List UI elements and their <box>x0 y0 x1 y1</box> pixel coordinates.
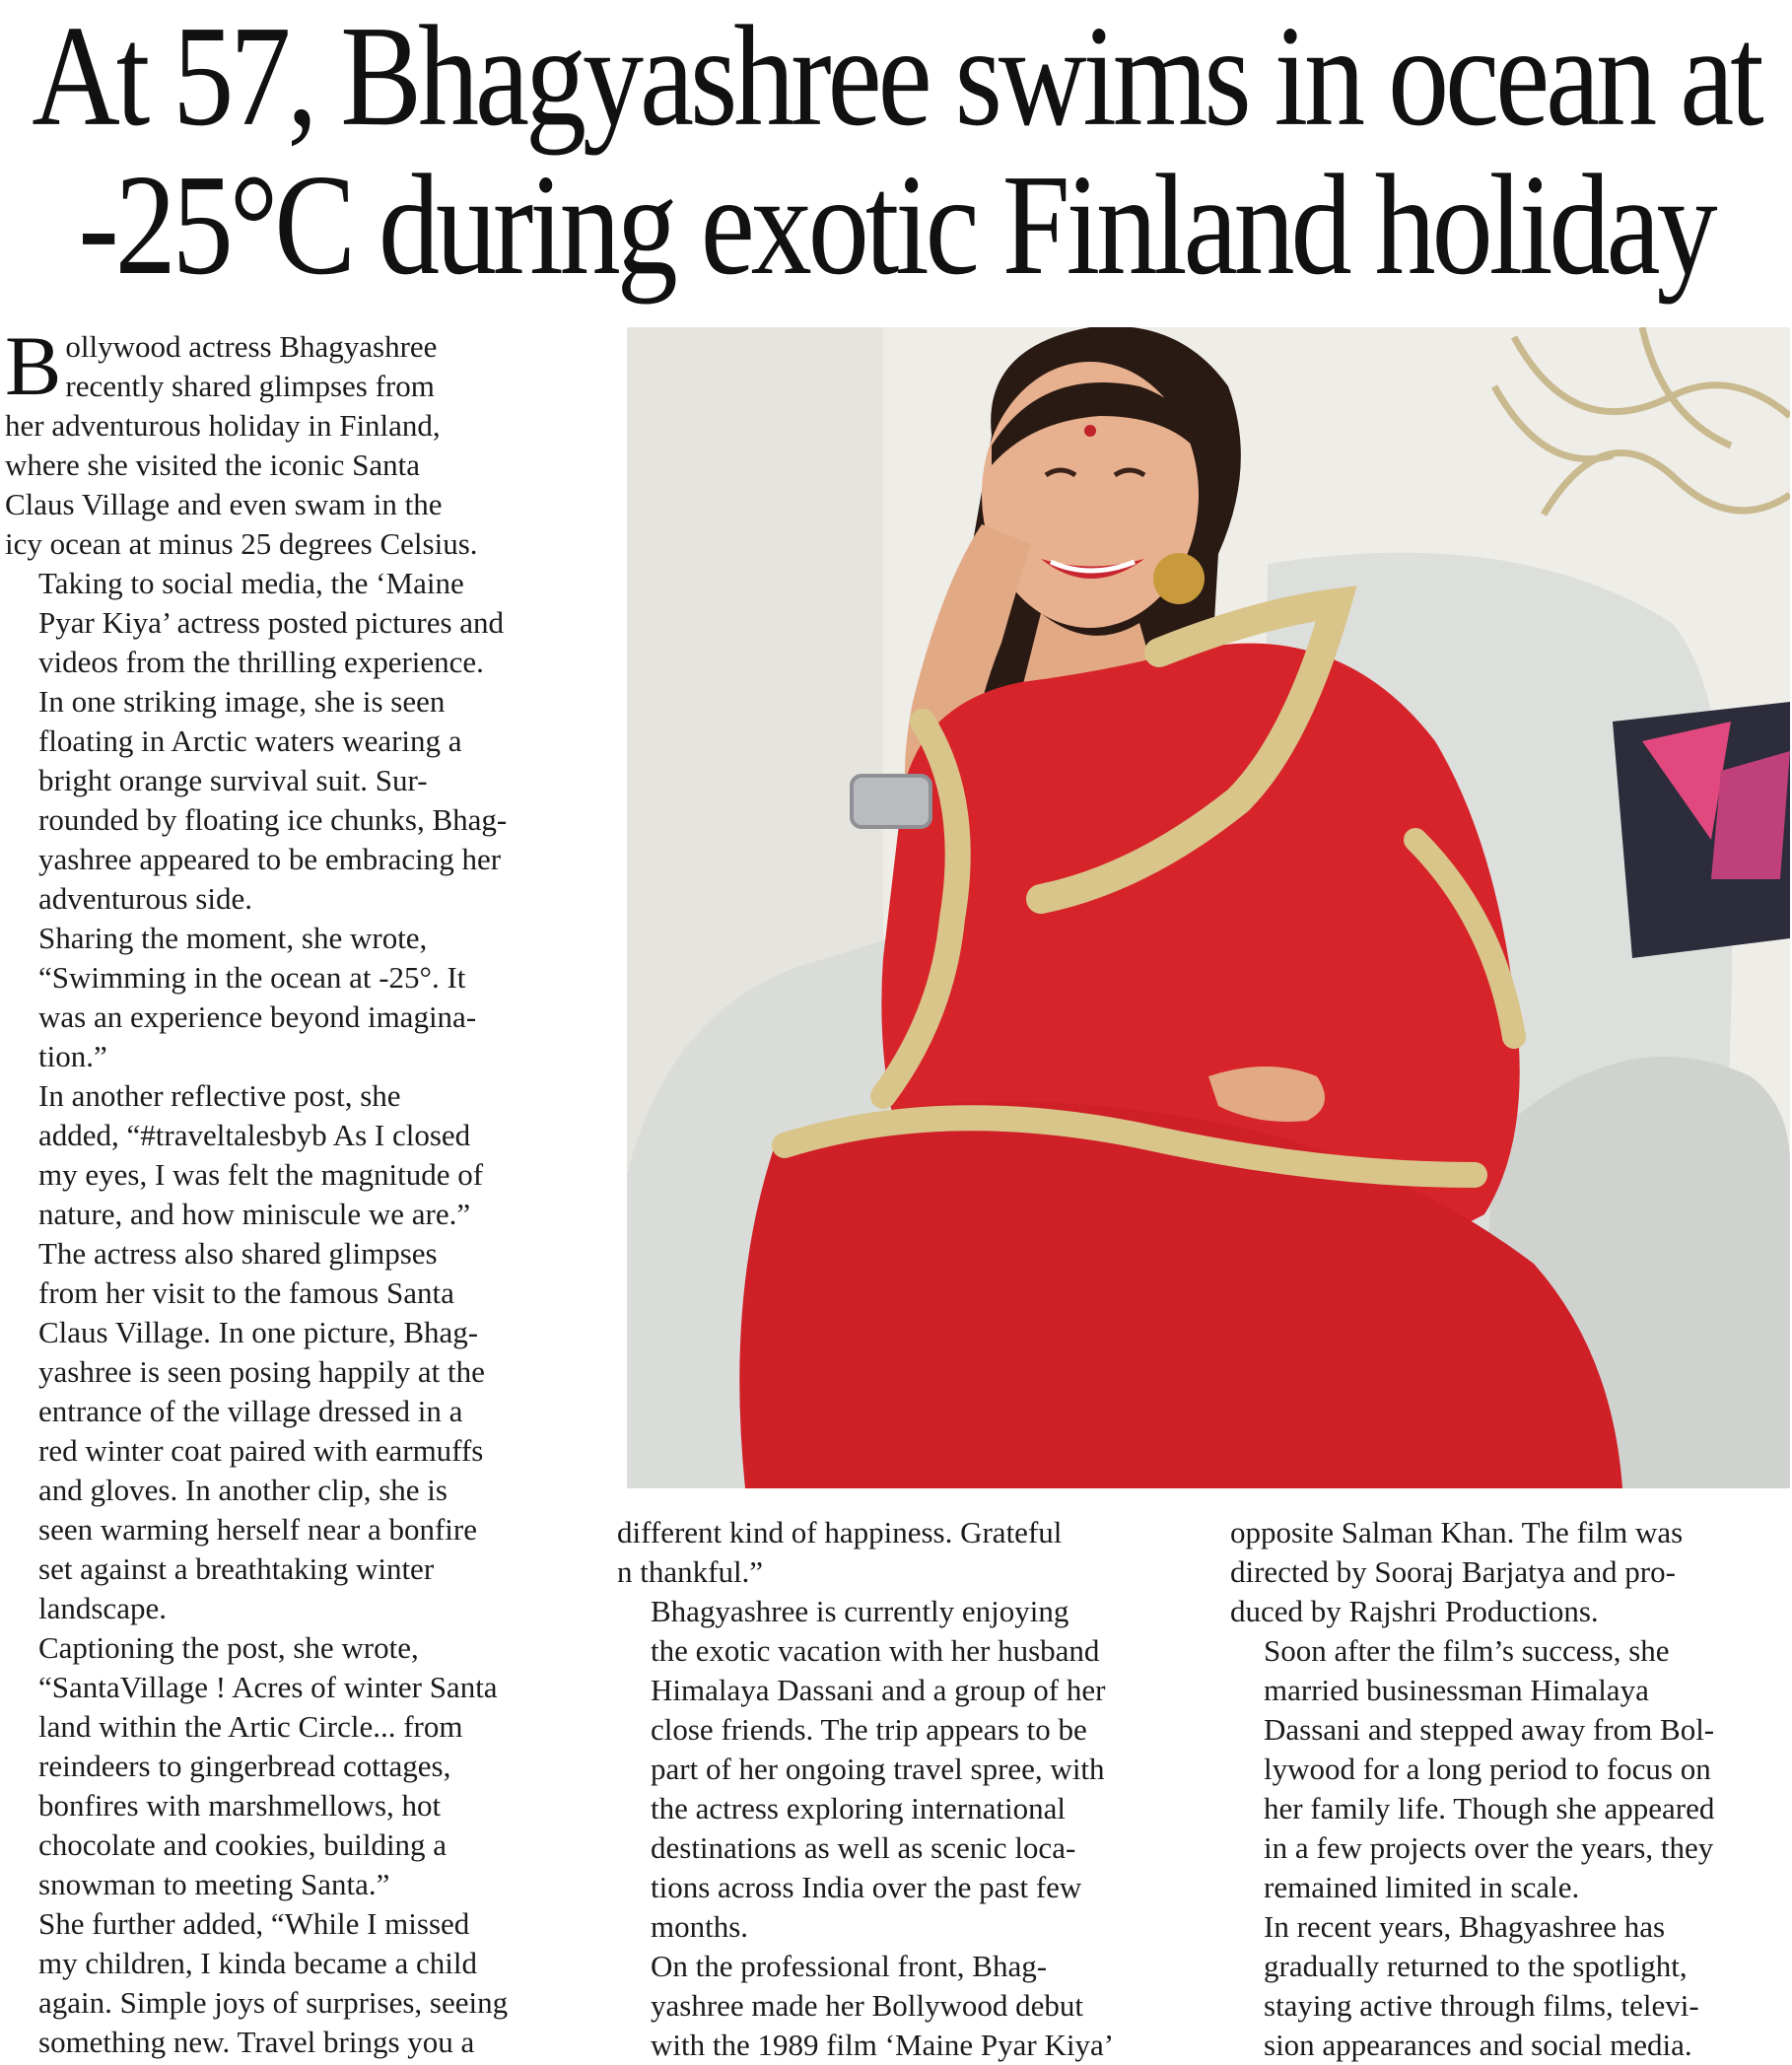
text-line: yashree appeared to be embracing her <box>38 842 502 876</box>
paragraph <box>1230 1513 1792 1631</box>
paragraph <box>5 1076 601 1234</box>
text-line: duced by Rajshri Productions. <box>1230 1594 1599 1628</box>
article-photo <box>627 327 1790 1488</box>
paragraph <box>5 564 601 919</box>
paragraph <box>1230 1907 1792 2065</box>
text-line: different kind of happiness. Grateful <box>617 1515 1063 1549</box>
text-line: floating in Arctic waters wearing a <box>38 723 462 758</box>
text-line: red winter coat paired with earmuffs <box>38 1433 484 1468</box>
text-line: and gloves. In another clip, she is <box>38 1473 448 1507</box>
headline-line-2: -25°C during exotic Finland holiday <box>78 145 1714 305</box>
text-line: staying active through films, televi- <box>1264 1988 1699 2023</box>
paragraph <box>5 1234 601 1628</box>
text-line: again. Simple joys of surprises, seeing <box>38 1985 509 2020</box>
text-line: Claus Village and even swam in the <box>5 487 443 521</box>
bangle <box>852 776 930 827</box>
text-line: “Swimming in the ocean at -25°. It <box>38 960 466 995</box>
drop-cap: B <box>5 318 62 413</box>
text-line: Dassani and stepped away from Bol- <box>1264 1712 1715 1747</box>
text-line: nature, and how miniscule we are.” <box>38 1197 471 1231</box>
text-line: from her visit to the famous Santa <box>38 1275 454 1310</box>
text-line: close friends. The trip appears to be <box>651 1712 1087 1747</box>
text-line: Captioning the post, she wrote, <box>38 1630 419 1665</box>
text-line: the actress exploring international <box>651 1791 1066 1825</box>
paragraph <box>617 1513 1194 1592</box>
article-column-1 <box>5 318 601 2062</box>
paragraph <box>5 1628 601 1904</box>
article-column-3 <box>1230 1513 1792 2065</box>
text-line: reindeers to gingerbread cottages, <box>38 1749 451 1783</box>
text-line: tions across India over the past few <box>651 1870 1082 1904</box>
text-line: seen warming herself near a bonfire <box>38 1512 477 1547</box>
paragraph <box>1230 1631 1792 1907</box>
text-line: entrance of the village dressed in a <box>38 1394 463 1428</box>
headline <box>0 0 1792 305</box>
earring <box>1153 553 1205 604</box>
text-line: remained limited in scale. <box>1264 1870 1580 1904</box>
text-line: my children, I kinda became a child <box>38 1946 478 1980</box>
text-line: In one striking image, she is seen <box>38 684 446 719</box>
text-line: tion.” <box>38 1039 107 1073</box>
text-line: with the 1989 film ‘Maine Pyar Kiya’ <box>651 2028 1115 2062</box>
text-line: bonfires with marshmellows, hot <box>38 1788 442 1823</box>
text-line: gradually returned to the spotlight, <box>1264 1949 1688 1983</box>
text-line: where she visited the iconic Santa <box>5 447 420 482</box>
text-line: my eyes, I was felt the magnitude of <box>38 1157 484 1192</box>
text-line: Himalaya Dassani and a group of her <box>651 1673 1106 1707</box>
text-line: destinations as well as scenic loca- <box>651 1830 1076 1865</box>
text-line: yashree made her Bollywood debut <box>651 1988 1084 2023</box>
text-line: In recent years, Bhagyashree has <box>1264 1909 1666 1944</box>
text-line: Soon after the film’s success, she <box>1264 1633 1670 1668</box>
text-line: Claus Village. In one picture, Bhag- <box>38 1315 479 1349</box>
paragraph <box>617 1947 1194 2065</box>
text-line: On the professional front, Bhag- <box>651 1949 1048 1983</box>
text-line: set against a breathtaking winter <box>38 1551 435 1586</box>
text-line: sion appearances and social media. <box>1264 2028 1692 2062</box>
text-line: months. <box>651 1909 749 1944</box>
text-line: married businessman Himalaya <box>1264 1673 1649 1707</box>
text-line: adventurous side. <box>38 881 252 916</box>
text-line: landscape. <box>38 1591 167 1625</box>
text-line: recently shared glimpses from <box>65 369 435 403</box>
text-line: videos from the thrilling experience. <box>38 645 484 679</box>
headline-line-1: At 57, Bhagyashree swims in ocean at <box>32 0 1760 156</box>
text-line: directed by Sooraj Barjatya and pro- <box>1230 1554 1676 1589</box>
text-line: something new. Travel brings you a <box>38 2025 475 2059</box>
text-line: chocolate and cookies, building a <box>38 1827 448 1862</box>
text-line: rounded by floating ice chunks, Bhag- <box>38 802 508 837</box>
article-column-2 <box>617 1513 1194 2065</box>
text-line: her family life. Though she appeared <box>1264 1791 1715 1825</box>
paragraph <box>617 1592 1194 1947</box>
paragraph <box>5 318 601 564</box>
text-line: yashree is seen posing happily at the <box>38 1354 485 1389</box>
text-line: added, “#traveltalesbyb As I closed <box>38 1118 471 1152</box>
text-line: “SantaVillage ! Acres of winter Santa <box>38 1670 498 1704</box>
text-line: ollywood actress Bhagyashree <box>65 329 438 364</box>
text-line: Sharing the moment, she wrote, <box>38 921 428 955</box>
paragraph <box>5 1904 601 2062</box>
text-line: n thankful.” <box>617 1554 764 1589</box>
text-line: in a few projects over the years, they <box>1264 1830 1714 1865</box>
text-line: part of her ongoing travel spree, with <box>651 1752 1105 1786</box>
text-line: In another reflective post, she <box>38 1078 401 1113</box>
text-line: the exotic vacation with her husband <box>651 1633 1100 1668</box>
text-line: was an experience beyond imagina- <box>38 999 477 1034</box>
text-line: land within the Artic Circle... from <box>38 1709 463 1744</box>
text-line: snowman to meeting Santa.” <box>38 1867 390 1901</box>
text-line: Bhagyashree is currently enjoying <box>651 1594 1069 1628</box>
portrait-illustration <box>627 327 1790 1488</box>
text-line: The actress also shared glimpses <box>38 1236 438 1271</box>
paragraph <box>5 919 601 1076</box>
bindi <box>1084 425 1096 437</box>
text-line: She further added, “While I missed <box>38 1906 470 1941</box>
text-line: her adventurous holiday in Finland, <box>5 408 441 443</box>
text-line: Pyar Kiya’ actress posted pictures and <box>38 605 505 640</box>
text-line: opposite Salman Khan. The film was <box>1230 1515 1684 1549</box>
text-line: Taking to social media, the ‘Maine <box>38 566 464 600</box>
text-line: bright orange survival suit. Sur- <box>38 763 428 797</box>
text-line: icy ocean at minus 25 degrees Celsius. <box>5 526 478 561</box>
text-line: lywood for a long period to focus on <box>1264 1752 1711 1786</box>
